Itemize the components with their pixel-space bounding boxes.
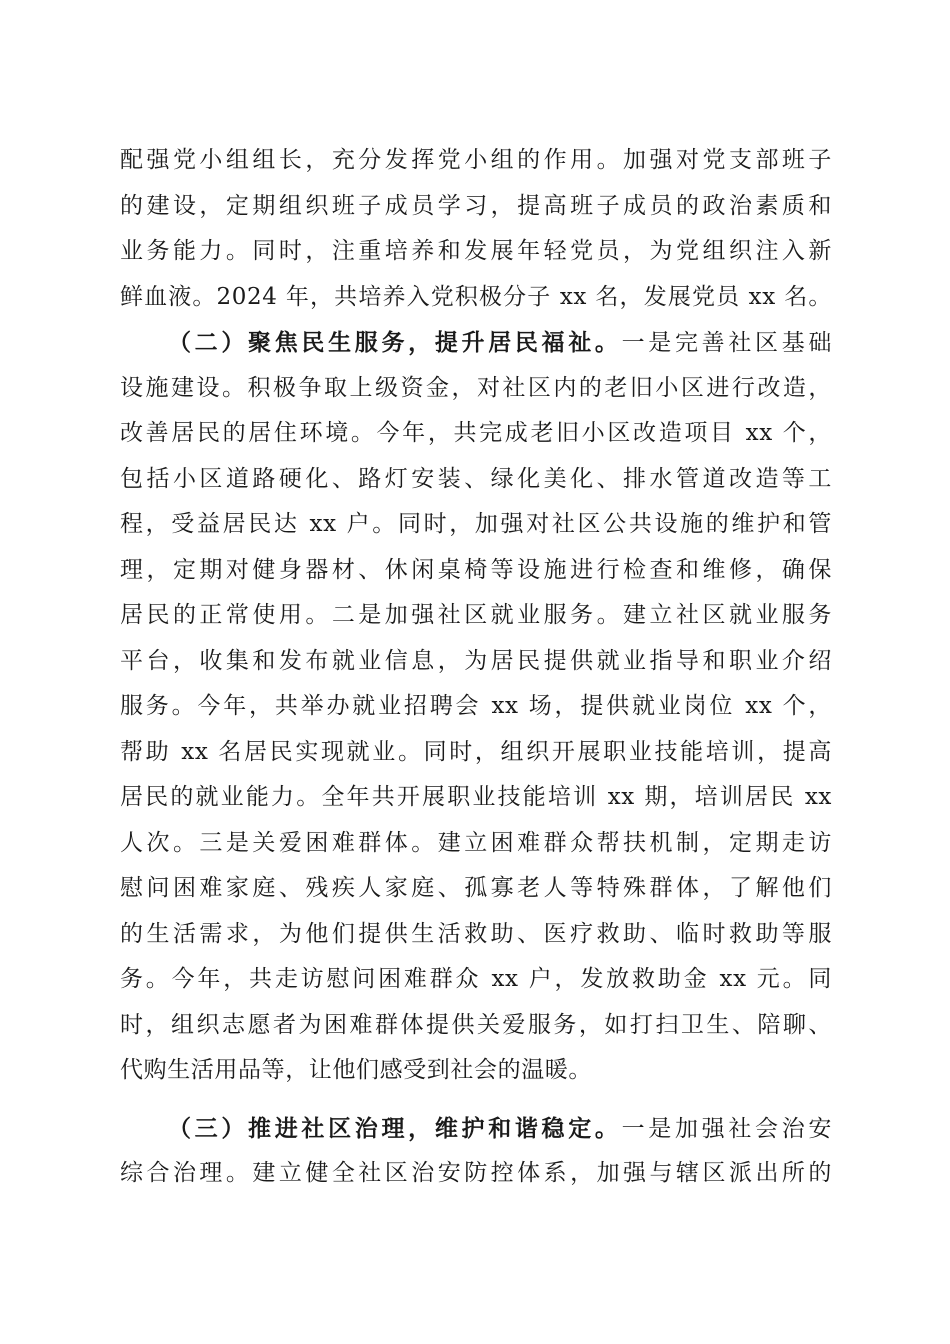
paragraph-line: 务。今年，共走访慰问困难群众 xx 户，发放救助金 xx 元。同 xyxy=(120,966,832,992)
section-heading: （二）聚焦民生服务，提升居民福祉。 xyxy=(168,329,622,356)
paragraph-line: 程，受益居民达 xx 户。同时，加强对社区公共设施的维护和管 xyxy=(120,511,832,537)
section-heading-line xyxy=(120,1106,832,1152)
paragraph-line: 鲜血液。2024 年，共培养入党积极分子 xx 名，发展党员 xx 名。 xyxy=(120,283,832,310)
paragraph-line: 居民的正常使用。二是加强社区就业服务。建立社区就业服务 xyxy=(120,602,832,628)
paragraph-gap xyxy=(120,1094,832,1106)
paragraph-line: 代购生活用品等，让他们感受到社会的温暖。 xyxy=(120,1057,592,1083)
paragraph-text: 一是加强社会治安 xyxy=(621,1115,832,1142)
document-body xyxy=(120,138,832,1197)
paragraph-line: 业务能力。同时，注重培养和发展年轻党员，为党组织注入新 xyxy=(120,238,832,264)
paragraph-line: 改善居民的居住环境。今年，共完成老旧小区改造项目 xx 个， xyxy=(120,420,832,446)
paragraph-line: 人次。三是关爱困难群体。建立困难群众帮扶机制，定期走访 xyxy=(120,829,832,856)
paragraph-line: 理，定期对健身器材、休闲桌椅等设施进行检查和维修，确保 xyxy=(120,556,832,583)
section-heading: （三）推进社区治理，维护和谐稳定。 xyxy=(168,1114,622,1142)
paragraph-line: 服务。今年，共举办就业招聘会 xx 场，提供就业岗位 xx 个， xyxy=(120,693,832,719)
paragraph-text: 一是完善社区基础 xyxy=(621,330,832,356)
paragraph-line: 设施建设。积极争取上级资金，对社区内的老旧小区进行改造， xyxy=(120,374,832,401)
paragraph-line: 平台，收集和发布就业信息，为居民提供就业指导和职业介绍 xyxy=(120,647,832,674)
paragraph-line: 配强党小组组长，充分发挥党小组的作用。加强对党支部班子 xyxy=(120,147,832,173)
paragraph-line: 居民的就业能力。全年共开展职业技能培训 xx 期，培训居民 xx xyxy=(120,784,832,810)
paragraph-line: 的建设，定期组织班子成员学习，提高班子成员的政治素质和 xyxy=(120,192,832,219)
paragraph-line: 包括小区道路硬化、路灯安装、绿化美化、排水管道改造等工 xyxy=(120,465,832,492)
section-heading-line xyxy=(120,320,832,366)
paragraph-line: 慰问困难家庭、残疾人家庭、孤寡老人等特殊群体，了解他们 xyxy=(120,875,832,901)
paragraph-line: 综合治理。建立健全社区治安防控体系，加强与辖区派出所的 xyxy=(120,1160,832,1186)
paragraph-line: 时，组织志愿者为困难群体提供关爱服务，如打扫卫生、陪聊、 xyxy=(120,1011,832,1038)
paragraph-line: 帮助 xx 名居民实现就业。同时，组织开展职业技能培训，提高 xyxy=(120,738,832,765)
paragraph-line: 的生活需求，为他们提供生活救助、医疗救助、临时救助等服 xyxy=(120,920,832,947)
